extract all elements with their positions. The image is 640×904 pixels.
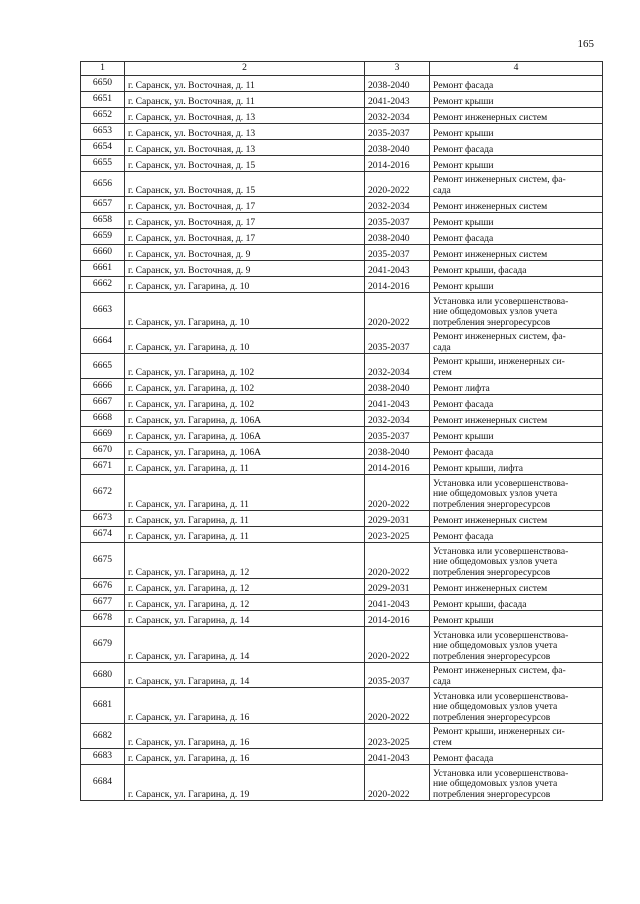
table-row (81, 395, 603, 411)
table-row (81, 627, 603, 663)
row-number-cell: 6671 (81, 459, 125, 475)
work-type-line: Установка или усовершенствова- (433, 545, 569, 557)
work-type-line: Ремонт инженерных систем (433, 514, 548, 526)
address-cell: г. Саранск, ул. Гагарина, д. 11 (125, 475, 365, 511)
column-header-period: 3 (365, 62, 430, 76)
address-cell: г. Саранск, ул. Гагарина, д. 12 (125, 579, 365, 595)
work-type-cell (430, 427, 603, 443)
row-number-cell: 6651 (81, 92, 125, 108)
address-cell: г. Саранск, ул. Гагарина, д. 14 (125, 663, 365, 688)
address-cell: г. Саранск, ул. Восточная, д. 13 (125, 108, 365, 124)
table-row (81, 108, 603, 124)
work-type-line: Ремонт лифта (433, 382, 490, 394)
work-type-cell (430, 749, 603, 765)
table-row (81, 213, 603, 229)
work-type-cell (430, 627, 603, 663)
address-cell: г. Саранск, ул. Восточная, д. 17 (125, 229, 365, 245)
work-type-line: сада (433, 184, 451, 196)
row-number-cell: 6661 (81, 261, 125, 277)
period-cell: 2035-2037 (365, 124, 430, 140)
table-row (81, 140, 603, 156)
address-cell: г. Саранск, ул. Гагарина, д. 19 (125, 765, 365, 801)
work-type-line: Ремонт крыши, фасада (433, 264, 527, 276)
row-number-cell: 6684 (81, 765, 125, 801)
address-cell: г. Саранск, ул. Гагарина, д. 106А (125, 427, 365, 443)
period-cell: 2038-2040 (365, 140, 430, 156)
period-cell: 2029-2031 (365, 511, 430, 527)
work-type-line: Установка или усовершенствова- (433, 295, 569, 307)
work-type-line: Ремонт фасада (433, 143, 494, 155)
period-cell: 2020-2022 (365, 627, 430, 663)
row-number-cell: 6667 (81, 395, 125, 411)
work-type-line: Ремонт крыши, инженерных си- (433, 356, 565, 368)
work-type-cell (430, 140, 603, 156)
row-number-cell: 6656 (81, 172, 125, 197)
period-cell: 2041-2043 (365, 261, 430, 277)
work-type-line: Ремонт крыши (433, 280, 494, 292)
row-number-cell: 6652 (81, 108, 125, 124)
work-type-cell (430, 543, 603, 579)
work-type-cell (430, 76, 603, 92)
row-number-cell: 6680 (81, 663, 125, 688)
period-cell: 2035-2037 (365, 663, 430, 688)
work-type-line: Ремонт инженерных систем (433, 200, 548, 212)
work-type-line: Ремонт фасада (433, 79, 494, 91)
period-cell: 2020-2022 (365, 475, 430, 511)
period-cell: 2032-2034 (365, 108, 430, 124)
address-cell: г. Саранск, ул. Гагарина, д. 102 (125, 379, 365, 395)
work-type-line: Ремонт инженерных систем, фа- (433, 331, 566, 343)
address-cell: г. Саранск, ул. Восточная, д. 9 (125, 261, 365, 277)
work-type-cell (430, 579, 603, 595)
table-row (81, 663, 603, 688)
table-row (81, 427, 603, 443)
work-type-line: потребления энергоресурсов (433, 650, 551, 662)
work-type-cell (430, 293, 603, 329)
work-type-line: Ремонт крыши (433, 614, 494, 626)
row-number-cell: 6679 (81, 627, 125, 663)
work-type-line: стем (433, 736, 452, 748)
row-number-cell: 6676 (81, 579, 125, 595)
work-type-line: Ремонт инженерных систем (433, 414, 548, 426)
address-cell: г. Саранск, ул. Гагарина, д. 11 (125, 527, 365, 543)
work-type-line: потребления энергоресурсов (433, 711, 551, 723)
work-type-cell (430, 475, 603, 511)
table-row (81, 595, 603, 611)
table-row (81, 197, 603, 213)
work-type-cell (430, 229, 603, 245)
work-type-line: Ремонт фасада (433, 398, 494, 410)
table-row (81, 354, 603, 379)
row-number-cell: 6659 (81, 229, 125, 245)
row-number-cell: 6655 (81, 156, 125, 172)
address-cell: г. Саранск, ул. Гагарина, д. 16 (125, 724, 365, 749)
address-cell: г. Саранск, ул. Восточная, д. 15 (125, 172, 365, 197)
column-header-number: 1 (81, 62, 125, 76)
address-cell: г. Саранск, ул. Гагарина, д. 10 (125, 293, 365, 329)
address-cell: г. Саранск, ул. Гагарина, д. 106А (125, 411, 365, 427)
table-row (81, 245, 603, 261)
address-cell: г. Саранск, ул. Восточная, д. 17 (125, 197, 365, 213)
work-type-cell (430, 379, 603, 395)
work-type-line: Ремонт фасада (433, 232, 494, 244)
table-row (81, 443, 603, 459)
work-type-line: Ремонт крыши, лифта (433, 462, 523, 474)
period-cell: 2023-2025 (365, 724, 430, 749)
address-cell: г. Саранск, ул. Гагарина, д. 10 (125, 329, 365, 354)
row-number-cell: 6681 (81, 688, 125, 724)
work-type-line: Ремонт крыши (433, 430, 494, 442)
table-row (81, 229, 603, 245)
work-type-cell (430, 395, 603, 411)
address-cell: г. Саранск, ул. Восточная, д. 11 (125, 92, 365, 108)
period-cell: 2020-2022 (365, 293, 430, 329)
period-cell: 2035-2037 (365, 245, 430, 261)
row-number-cell: 6682 (81, 724, 125, 749)
address-cell: г. Саранск, ул. Восточная, д. 17 (125, 213, 365, 229)
work-type-cell (430, 511, 603, 527)
table-row (81, 527, 603, 543)
address-cell: г. Саранск, ул. Гагарина, д. 102 (125, 395, 365, 411)
period-cell: 2029-2031 (365, 579, 430, 595)
address-cell: г. Саранск, ул. Гагарина, д. 10 (125, 277, 365, 293)
row-number-cell: 6670 (81, 443, 125, 459)
table-row (81, 277, 603, 293)
period-cell: 2032-2034 (365, 354, 430, 379)
row-number-cell: 6675 (81, 543, 125, 579)
work-type-cell (430, 663, 603, 688)
row-number-cell: 6653 (81, 124, 125, 140)
row-number-cell: 6663 (81, 293, 125, 329)
address-cell: г. Саранск, ул. Восточная, д. 11 (125, 76, 365, 92)
period-cell: 2035-2037 (365, 213, 430, 229)
address-cell: г. Саранск, ул. Восточная, д. 13 (125, 140, 365, 156)
work-type-line: Установка или усовершенствова- (433, 767, 569, 779)
work-type-line: Ремонт инженерных систем (433, 111, 548, 123)
table-row (81, 411, 603, 427)
row-number-cell: 6673 (81, 511, 125, 527)
row-number-cell: 6668 (81, 411, 125, 427)
table-row (81, 156, 603, 172)
table-row (81, 611, 603, 627)
work-type-line: Ремонт крыши (433, 127, 494, 139)
work-type-cell (430, 261, 603, 277)
work-type-line: Ремонт крыши (433, 95, 494, 107)
work-type-line: Ремонт крыши, инженерных си- (433, 726, 565, 738)
period-cell: 2023-2025 (365, 527, 430, 543)
row-number-cell: 6665 (81, 354, 125, 379)
work-type-cell (430, 411, 603, 427)
work-type-cell (430, 765, 603, 801)
table-row (81, 76, 603, 92)
period-cell: 2032-2034 (365, 197, 430, 213)
work-type-line: ние общедомовых узлов учета (433, 640, 558, 652)
work-type-cell (430, 354, 603, 379)
work-type-line: Ремонт крыши (433, 216, 494, 228)
period-cell: 2038-2040 (365, 76, 430, 92)
period-cell: 2035-2037 (365, 329, 430, 354)
table-row (81, 172, 603, 197)
period-cell: 2014-2016 (365, 459, 430, 475)
period-cell: 2041-2043 (365, 395, 430, 411)
work-type-line: Ремонт фасада (433, 530, 494, 542)
address-cell: г. Саранск, ул. Гагарина, д. 16 (125, 749, 365, 765)
address-cell: г. Саранск, ул. Гагарина, д. 12 (125, 543, 365, 579)
work-type-line: Установка или усовершенствова- (433, 477, 569, 489)
period-cell: 2038-2040 (365, 379, 430, 395)
row-number-cell: 6654 (81, 140, 125, 156)
row-number-cell: 6674 (81, 527, 125, 543)
work-type-line: сада (433, 675, 451, 687)
work-type-line: ние общедомовых узлов учета (433, 701, 558, 713)
period-cell: 2020-2022 (365, 543, 430, 579)
work-type-line: потребления энергоресурсов (433, 788, 551, 800)
work-type-line: Ремонт инженерных систем, фа- (433, 665, 566, 677)
work-type-line: Ремонт крыши (433, 159, 494, 171)
address-cell: г. Саранск, ул. Восточная, д. 13 (125, 124, 365, 140)
period-cell: 2020-2022 (365, 172, 430, 197)
column-header-work: 4 (430, 62, 603, 76)
table-row (81, 749, 603, 765)
row-number-cell: 6658 (81, 213, 125, 229)
work-type-cell (430, 277, 603, 293)
work-type-cell (430, 172, 603, 197)
work-type-cell (430, 724, 603, 749)
table-row (81, 724, 603, 749)
row-number-cell: 6662 (81, 277, 125, 293)
period-cell: 2041-2043 (365, 92, 430, 108)
address-cell: г. Саранск, ул. Гагарина, д. 11 (125, 511, 365, 527)
period-cell: 2020-2022 (365, 688, 430, 724)
period-cell: 2014-2016 (365, 277, 430, 293)
work-type-cell (430, 197, 603, 213)
table-row (81, 379, 603, 395)
work-type-cell (430, 213, 603, 229)
table-row (81, 688, 603, 724)
period-cell: 2014-2016 (365, 611, 430, 627)
page-number: 165 (577, 38, 594, 50)
work-type-line: Ремонт фасада (433, 752, 494, 764)
work-type-line: Ремонт фасада (433, 446, 494, 458)
work-type-line: Ремонт крыши, фасада (433, 598, 527, 610)
address-cell: г. Саранск, ул. Гагарина, д. 106А (125, 443, 365, 459)
table-row (81, 329, 603, 354)
work-type-line: Ремонт инженерных систем (433, 582, 548, 594)
work-type-line: ние общедомовых узлов учета (433, 778, 558, 790)
column-header-address: 2 (125, 62, 365, 76)
work-type-cell (430, 688, 603, 724)
table-row (81, 293, 603, 329)
row-number-cell: 6664 (81, 329, 125, 354)
work-type-cell (430, 611, 603, 627)
table-row (81, 459, 603, 475)
work-type-line: Установка или усовершенствова- (433, 629, 569, 641)
row-number-cell: 6666 (81, 379, 125, 395)
work-type-line: потребления энергоресурсов (433, 316, 551, 328)
work-type-cell (430, 595, 603, 611)
address-cell: г. Саранск, ул. Гагарина, д. 14 (125, 627, 365, 663)
period-cell: 2032-2034 (365, 411, 430, 427)
work-type-line: ние общедомовых узлов учета (433, 556, 558, 568)
work-type-cell (430, 92, 603, 108)
work-type-line: сада (433, 341, 451, 353)
work-type-line: Ремонт инженерных систем (433, 248, 548, 260)
table-row (81, 124, 603, 140)
table-row (81, 765, 603, 801)
address-cell: г. Саранск, ул. Восточная, д. 9 (125, 245, 365, 261)
work-type-line: стем (433, 366, 452, 378)
table-row (81, 261, 603, 277)
work-type-cell (430, 459, 603, 475)
address-cell: г. Саранск, ул. Гагарина, д. 14 (125, 611, 365, 627)
table-body (81, 76, 603, 801)
row-number-cell: 6678 (81, 611, 125, 627)
address-cell: г. Саранск, ул. Восточная, д. 15 (125, 156, 365, 172)
work-type-cell (430, 108, 603, 124)
period-cell: 2038-2040 (365, 443, 430, 459)
work-type-line: Установка или усовершенствова- (433, 690, 569, 702)
work-type-cell (430, 245, 603, 261)
row-number-cell: 6669 (81, 427, 125, 443)
work-type-cell (430, 124, 603, 140)
table-row (81, 579, 603, 595)
row-number-cell: 6672 (81, 475, 125, 511)
row-number-cell: 6657 (81, 197, 125, 213)
period-cell: 2041-2043 (365, 749, 430, 765)
address-cell: г. Саранск, ул. Гагарина, д. 16 (125, 688, 365, 724)
address-cell: г. Саранск, ул. Гагарина, д. 12 (125, 595, 365, 611)
row-number-cell: 6650 (81, 76, 125, 92)
work-type-cell (430, 443, 603, 459)
address-cell: г. Саранск, ул. Гагарина, д. 11 (125, 459, 365, 475)
work-type-line: потребления энергоресурсов (433, 498, 551, 510)
period-cell: 2014-2016 (365, 156, 430, 172)
row-number-cell: 6660 (81, 245, 125, 261)
period-cell: 2041-2043 (365, 595, 430, 611)
work-type-cell (430, 329, 603, 354)
work-type-cell (430, 156, 603, 172)
work-type-line: Ремонт инженерных систем, фа- (433, 174, 566, 186)
table-row (81, 543, 603, 579)
period-cell: 2020-2022 (365, 765, 430, 801)
table-row (81, 92, 603, 108)
table-row (81, 475, 603, 511)
period-cell: 2038-2040 (365, 229, 430, 245)
work-type-cell (430, 527, 603, 543)
table-header-row (81, 62, 603, 76)
work-type-line: потребления энергоресурсов (433, 566, 551, 578)
work-type-line: ние общедомовых узлов учета (433, 306, 558, 318)
row-number-cell: 6677 (81, 595, 125, 611)
period-cell: 2035-2037 (365, 427, 430, 443)
address-cell: г. Саранск, ул. Гагарина, д. 102 (125, 354, 365, 379)
table-row (81, 511, 603, 527)
work-type-line: ние общедомовых узлов учета (433, 488, 558, 500)
capital-repair-table (80, 61, 603, 801)
row-number-cell: 6683 (81, 749, 125, 765)
